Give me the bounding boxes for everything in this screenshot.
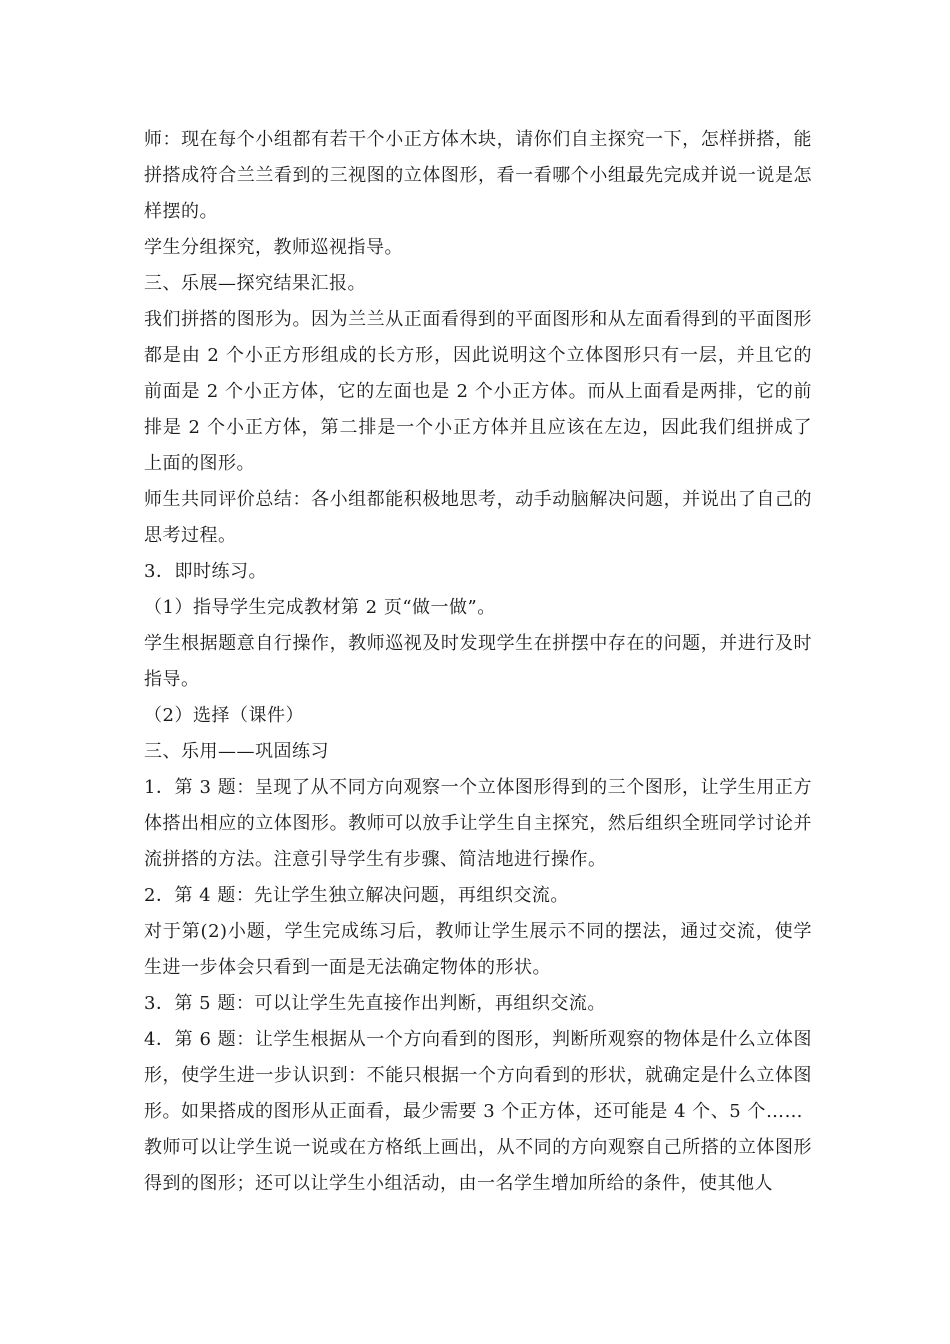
paragraph-summary: 师生共同评价总结：各小组都能积极地思考，动手动脑解决问题，并说出了自己的思考过程。 bbox=[144, 489, 812, 546]
list-item-practice-1: （1）指导学生完成教材第 2 页“做一做”。 bbox=[144, 597, 496, 618]
section-heading-report: 三、乐展—探究结果汇报。 bbox=[144, 273, 366, 294]
list-item-exercise-6: 4．第 6 题：让学生根据从一个方向看到的图形，判断所观察的物体是什么立体图形，使学生进一步认识到：不能只根据一个方向看到的形状，就确定是什么立体图形。如果搭成的图形从正面看，最少需要 3 个正方体，还可能是 4 个、5 个…… bbox=[144, 1029, 812, 1122]
document-body bbox=[144, 122, 812, 1202]
list-item-practice-2: （2）选择（课件） bbox=[144, 705, 304, 726]
paragraph-practice-operate: 学生根据题意自行操作，教师巡视及时发现学生在拼摆中存在的问题，并进行及时指导。 bbox=[144, 633, 812, 690]
list-item-exercise-4: 2．第 4 题：先让学生独立解决问题，再组织交流。 bbox=[144, 885, 569, 906]
paragraph-report: 我们拼搭的图形为。因为兰兰从正面看得到的平面图形和从左面看得到的平面图形都是由 2 个小正方形组成的长方形，因此说明这个立体图形只有一层，并且它的前面是 2 个小正方体，它的左面也是 2 个小正方体。而从上面看是两排，它的前排是 2 个小正方体，第二排是一个小正方体并且应该在左边，因此我们组拼成了上面的图形。 bbox=[144, 309, 812, 474]
paragraph-group-explore: 学生分组探究，教师巡视指导。 bbox=[144, 237, 403, 258]
list-item-exercise-5: 3．第 5 题：可以让学生先直接作出判断，再组织交流。 bbox=[144, 993, 606, 1014]
paragraph-teacher-instruction: 师：现在每个小组都有若干个小正方体木块，请你们自主探究一下，怎样拼搭，能拼搭成符合兰兰看到的三视图的立体图形，看一看哪个小组最先完成并说一说是怎样摆的。 bbox=[144, 129, 812, 222]
list-item-exercise-3: 1．第 3 题：呈现了从不同方向观察一个立体图形得到的三个图形，让学生用正方体搭出相应的立体图形。教师可以放手让学生自主探究，然后组织全班同学讨论并流拼搭的方法。注意引导学生有步骤、简洁地进行操作。 bbox=[144, 777, 812, 870]
section-heading-consolidate: 三、乐用——巩固练习 bbox=[144, 741, 329, 762]
paragraph-exercise-6-detail: 教师可以让学生说一说或在方格纸上画出，从不同的方向观察自己所搭的立体图形得到的图形；还可以让学生小组活动，由一名学生增加所给的条件，使其他人 bbox=[144, 1137, 812, 1194]
paragraph-exercise-4-detail: 对于第(2)小题，学生完成练习后，教师让学生展示不同的摆法，通过交流，使学生进一步体会只看到一面是无法确定物体的形状。 bbox=[144, 921, 812, 978]
heading-practice: 3．即时练习。 bbox=[144, 561, 267, 582]
